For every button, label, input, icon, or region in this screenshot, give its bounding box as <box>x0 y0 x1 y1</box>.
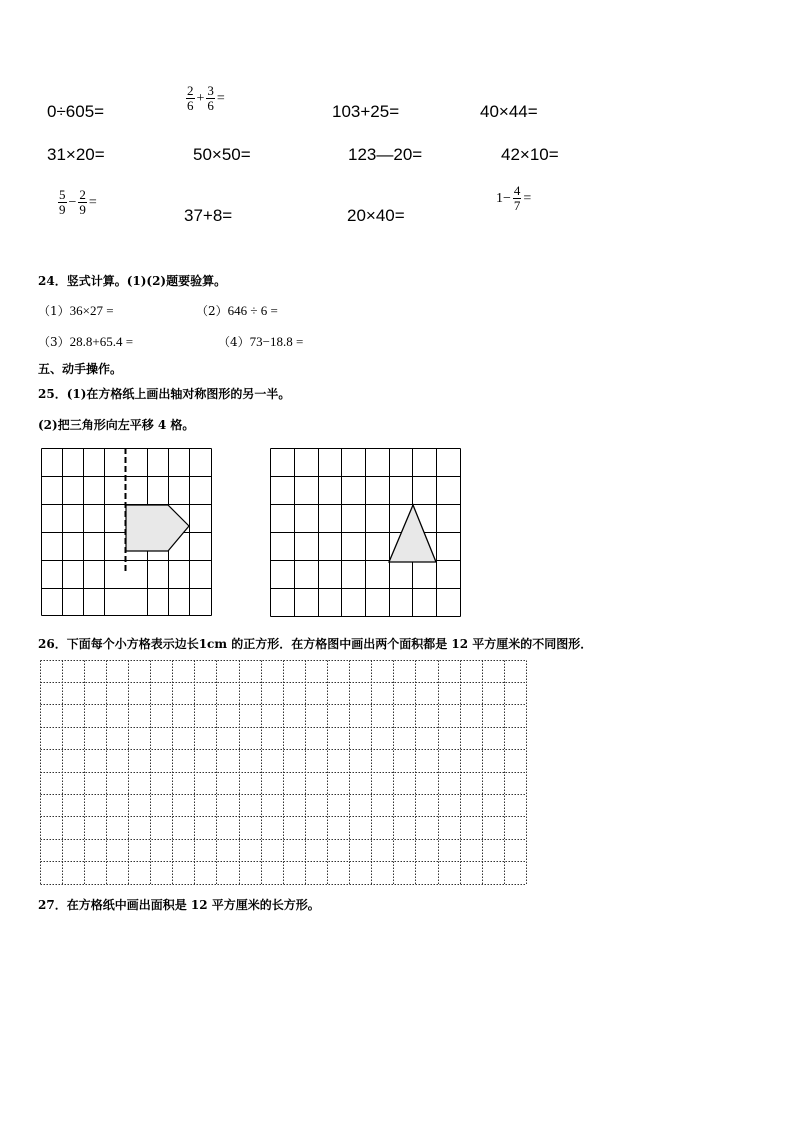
oral-r2c4: 42×10= <box>501 145 559 164</box>
q26-dotted-grid <box>40 660 528 886</box>
fraction: $\frac{2}{6}$ <box>187 83 194 113</box>
q24-title: 24．竖式计算。(1)(2)题要验算。 <box>38 274 227 288</box>
q24-item-1: （1）36×27 = <box>38 303 114 318</box>
oral-r1c2: $\frac{2}{6}$ + $\frac{3}{6}$ = <box>187 83 225 113</box>
fraction: $\frac{5}{9}$ <box>59 187 66 217</box>
oral-r1c1: 0÷605= <box>47 102 105 121</box>
q24-item-4: （4）73−18.8 = <box>218 334 304 349</box>
q25-sub2: (2)把三角形向左平移 4 格。 <box>38 418 195 432</box>
q27-title: 27．在方格纸中画出面积是 12 平方厘米的长方形。 <box>38 898 320 912</box>
fraction: $\frac{3}{6}$ <box>207 83 214 113</box>
oral-r3c4: 1− $\frac{4}{7}$ = <box>496 183 532 213</box>
q25-grid-right <box>270 448 462 617</box>
dotted-grid-lines <box>41 661 527 885</box>
oral-r2c1: 31×20= <box>47 145 105 164</box>
oral-r1c3: 103+25= <box>332 102 400 121</box>
q24-item-2: （2）646 ÷ 6 = <box>196 303 278 318</box>
fraction: $\frac{4}{7}$ <box>513 183 521 213</box>
oral-r3c1: $\frac{5}{9}$ − $\frac{2}{9}$ = <box>59 187 97 217</box>
oral-r1c4: 40×44= <box>480 102 538 121</box>
section5-title: 五、动手操作。 <box>38 362 123 376</box>
oral-r2c3: 123—20= <box>348 145 423 164</box>
q26-title: 26．下面每个小方格表示边长1cm 的正方形．在方格图中画出两个面积都是 12 平方厘米的不同图形． <box>38 637 593 651</box>
fraction: $\frac{2}{9}$ <box>79 187 86 217</box>
grid-lines <box>271 449 461 617</box>
oral-r3c3: 20×40= <box>347 206 405 225</box>
q25-grid-left <box>41 448 213 616</box>
half-pentagon-shape <box>126 505 189 551</box>
q24-item-3: （3）28.8+65.4 = <box>38 334 134 349</box>
q25-title: 25．(1)在方格纸上画出轴对称图形的另一半。 <box>38 387 291 401</box>
oral-r2c2: 50×50= <box>193 145 251 164</box>
triangle-shape <box>389 505 436 562</box>
oral-r3c2: 37+8= <box>184 206 233 225</box>
